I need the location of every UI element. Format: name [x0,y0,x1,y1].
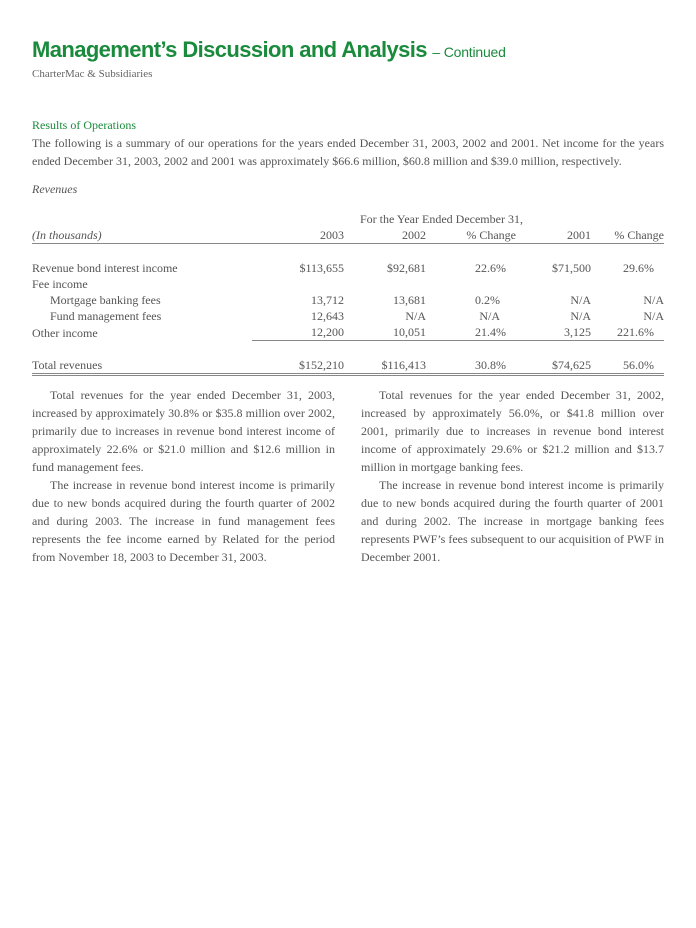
paragraph: Total revenues for the year ended December 31, 2002, increased by approximately 56.0%, or $41.8 million over 2001, primarily due to increases in revenue bond interest income of approximately 29.6% or $21.2 million and $13.7 million in mortgage banking fees. [361,388,664,474]
cell: 0.2% [475,293,500,307]
revenues-label: Revenues [32,182,78,196]
cell: N/A [570,309,591,323]
total-row [32,357,664,375]
cell: 22.6% [475,261,506,275]
section-heading: Results of Operations [32,118,136,132]
table-caption: For the Year Ended December 31, [360,212,523,226]
table-row [32,308,664,324]
paragraph: Total revenues for the year ended December 31, 2003, increased by approximately 30.8% or $35.8 million over 2002, primarily due to increases in revenue bond interest income of approximately 22.6% or $21.0 million and $12.6 million in fund management fees. [32,388,335,474]
cell: $92,681 [387,261,426,275]
revenues-table [32,211,664,376]
cell: $113,655 [299,261,344,275]
table-header-row [32,227,664,244]
cell: 13,712 [311,293,344,307]
cell: $152,210 [252,357,344,375]
cell: 56.0% [591,357,664,375]
cell: N/A [570,293,591,307]
title-suffix: – Continued [432,44,506,60]
row-label: Total revenues [32,357,252,375]
left-column [32,386,335,566]
table-row [32,324,664,341]
cell: $71,500 [552,261,591,275]
table-row [32,276,664,292]
cell: $116,413 [344,357,426,375]
paragraph: The increase in revenue bond interest income is primarily due to new bonds acquired during the fourth quarter of 2001 and during 2002. The increase in mortgage banking fees represents PWF’s fees subsequent to our acquisition of PWF in December 2001. [361,478,664,564]
row-label: Fund management fees [50,309,162,323]
intro-paragraph: The following is a summary of our operations for the years ended December 31, 2003, 2002 and 2001. Net income for the years ended December 31, 2003, 2002 and 2001 was approximately $66.6 million, $60.8 million and $39.0 million, respectively. [32,136,664,168]
cell: N/A [479,309,500,323]
cell: 221.6% [591,324,664,341]
cell: 12,643 [311,309,344,323]
column-header: % Change [591,227,664,244]
row-label: Revenue bond interest income [32,261,178,275]
cell: 3,125 [516,324,591,341]
column-header: 2001 [516,227,591,244]
page-title [32,36,664,66]
column-header: 2002 [344,227,426,244]
row-label: Fee income [32,277,88,291]
row-label: Other income [32,325,98,340]
cell: 29.6% [623,261,654,275]
right-column [361,386,664,566]
cell: 12,200 [252,324,344,341]
title-main: Management’s Discussion and Analysis [32,37,427,62]
table-row [32,260,664,276]
cell: 10,051 [344,324,426,341]
cell: N/A [643,293,664,307]
cell: 21.4% [426,324,516,341]
cell: 30.8% [426,357,516,375]
column-header: 2003 [252,227,344,244]
cell: 13,681 [393,293,426,307]
page [32,36,664,376]
row-label: Mortgage banking fees [50,293,161,307]
column-header: % Change [426,227,516,244]
company-name: CharterMac & Subsidiaries [32,68,153,80]
table-row [32,292,664,308]
paragraph: The increase in revenue bond interest income is primarily due to new bonds acquired during the fourth quarter of 2002 and during 2003. The increase in fund management fees represents the fee income earned by Related for the period from November 18, 2003 to December 31, 2003. [32,478,335,564]
cell: $74,625 [516,357,591,375]
cell: N/A [405,309,426,323]
column-header: (In thousands) [32,227,252,244]
cell: N/A [643,309,664,323]
